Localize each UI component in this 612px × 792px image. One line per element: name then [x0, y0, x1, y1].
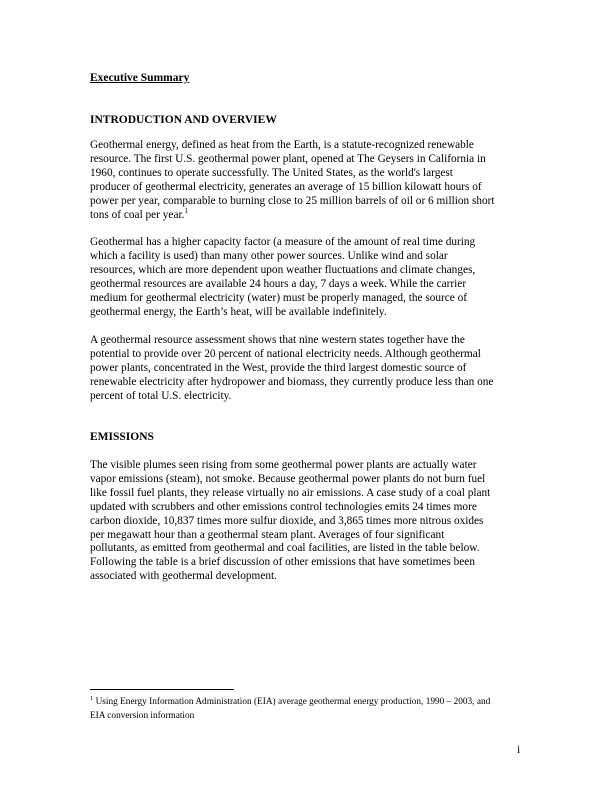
emissions-heading: EMISSIONS — [90, 431, 154, 443]
intro-paragraph-1 — [90, 139, 526, 222]
text-line: geothermal energy, the Earth’s heat, will be available indefinitely. — [90, 305, 387, 318]
footnote-separator — [90, 689, 234, 690]
footnote-line — [90, 695, 530, 709]
footnote — [90, 695, 530, 723]
footnote-marker: 1 — [90, 695, 94, 702]
text-line: pollutants, as emitted from geothermal and coal facilities, are listed in the table below. — [90, 542, 480, 555]
text-line: A geothermal resource assessment shows that nine western states together have the — [90, 334, 465, 346]
footnote-text: Using Energy Information Administration (EIA) average geothermal energy production, 1990 – 2003, and — [95, 697, 491, 707]
emissions-paragraph — [90, 459, 526, 584]
text-line: per megawatt hour than a geothermal steam plant. Averages of four significant — [90, 528, 445, 541]
text-line: percent of total U.S. electricity. — [90, 389, 232, 402]
text-line — [90, 206, 526, 223]
text-line: which a facility is used) than many other power sources. Unlike wind and solar — [90, 249, 448, 262]
text-line: carbon dioxide, 10,837 times more sulfur dioxide, and 3,865 times more nitrous oxides — [90, 514, 484, 527]
footnote-line: EIA conversion information — [90, 711, 195, 721]
footnote-reference: 1 — [184, 206, 188, 215]
text-line-content: tons of coal per year. — [90, 208, 185, 221]
text-line: Geothermal has a higher capacity factor (a measure of the amount of real time during — [90, 236, 476, 248]
intro-paragraph-3 — [90, 334, 526, 404]
intro-paragraph-2 — [90, 236, 526, 319]
text-line: 1960, continues to operate successfully. The United States, as the world's largest — [90, 166, 453, 179]
text-line: medium for geothermal electricity (water) must be properly managed, the source of — [90, 291, 468, 304]
text-line: Following the table is a brief discussion of other emissions that have sometimes been — [90, 556, 475, 569]
text-line: power plants, concentrated in the West, provide the third largest domestic source of — [90, 361, 467, 374]
introduction-heading: INTRODUCTION AND OVERVIEW — [90, 114, 277, 126]
text-line: power per year, comparable to burning close to 25 million barrels of oil or 6 million short — [90, 194, 495, 207]
text-line: renewable electricity after hydropower and biomass, they currently produce less than one — [90, 375, 494, 388]
text-line: geothermal resources are available 24 hours a day, 7 days a week. While the carrier — [90, 277, 467, 290]
text-line: Geothermal energy, defined as heat from the Earth, is a statute-recognized renewable — [90, 139, 474, 151]
text-line: updated with scrubbers and other emissions control technologies emits 24 times more — [90, 500, 477, 513]
text-line: producer of geothermal electricity, generates an average of 15 billion kilowatt hours of — [90, 180, 482, 193]
page-number: i — [517, 744, 521, 756]
text-line: potential to provide over 20 percent of national electricity needs. Although geothermal — [90, 347, 481, 360]
text-line: The visible plumes seen rising from some geothermal power plants are actually water — [90, 459, 477, 471]
text-line: associated with geothermal development. — [90, 570, 277, 583]
text-line: vapor emissions (steam), not smoke. Because geothermal power plants do not burn fuel — [90, 472, 486, 485]
text-line: resource. The first U.S. geothermal power plant, opened at The Geysers in California in — [90, 152, 486, 165]
text-line: resources, which are more dependent upon weather fluctuations and climate changes, — [90, 263, 476, 276]
text-line: like fossil fuel plants, they release virtually no air emissions. A case study of a coal plant — [90, 486, 491, 499]
executive-summary-title: Executive Summary — [90, 72, 190, 84]
